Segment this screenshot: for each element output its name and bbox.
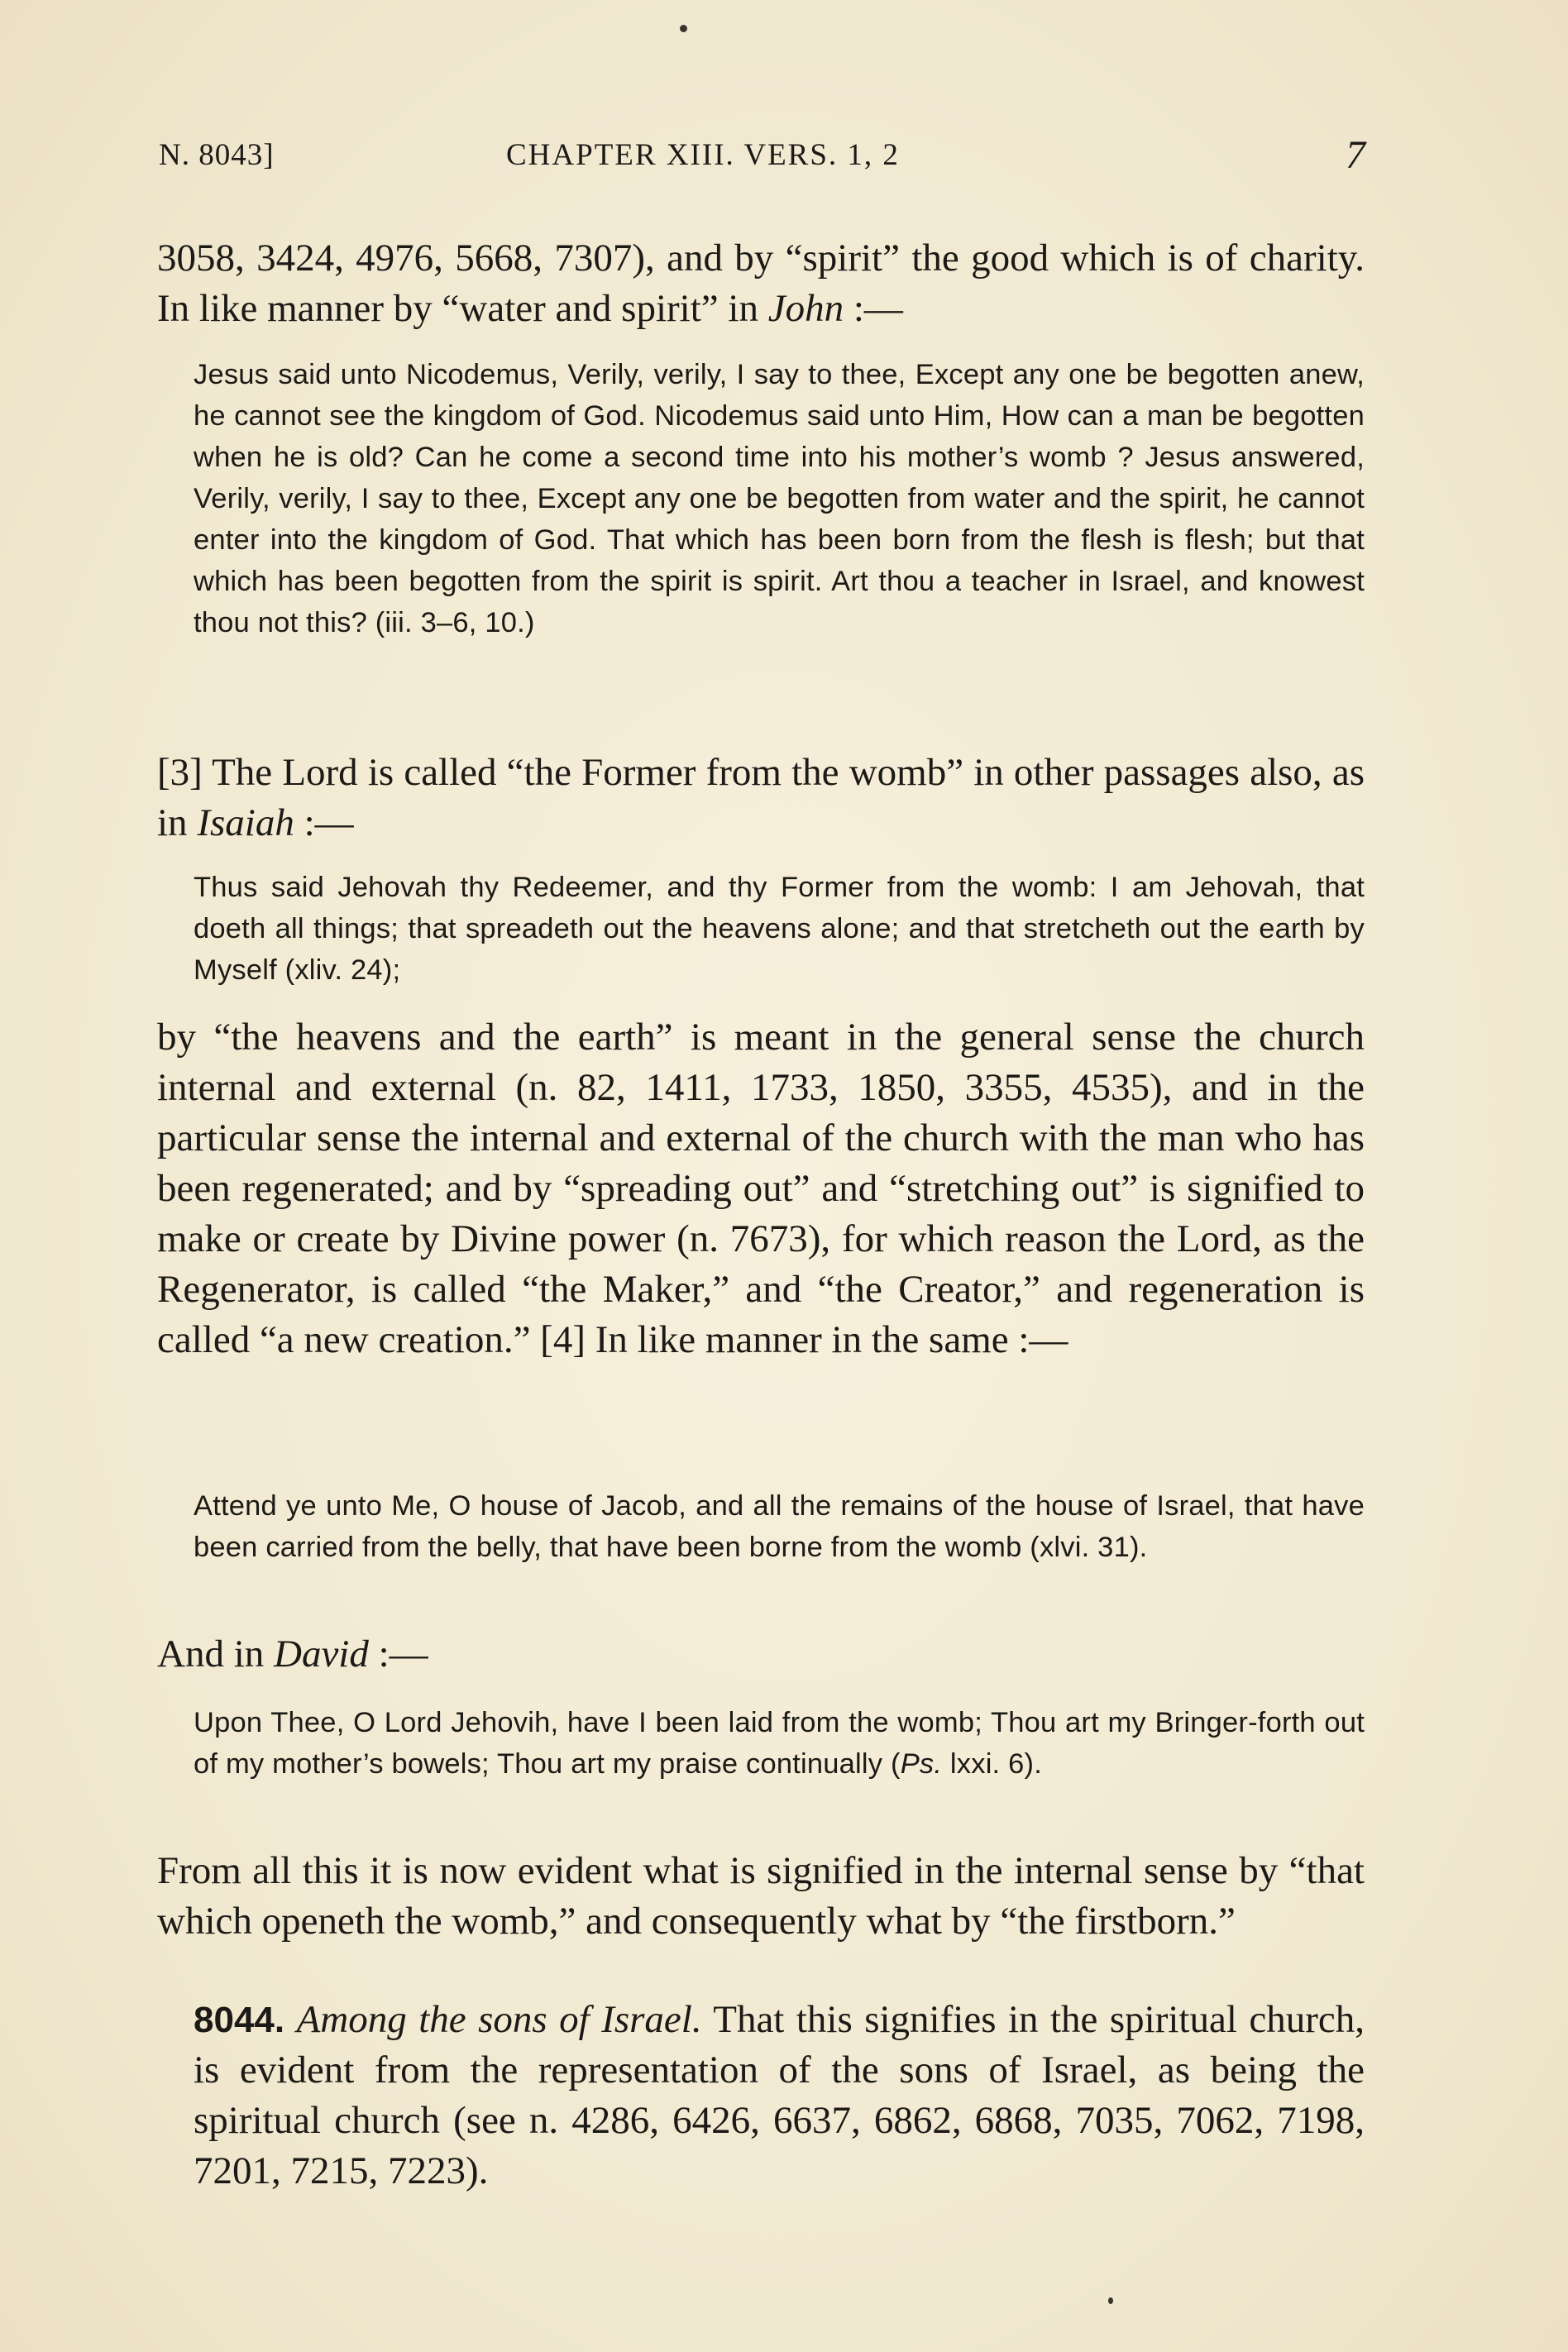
paragraph-2: [3] The Lord is called “the Former from the womb” in other passages also, as in Isaiah :— (157, 751, 1365, 844)
quotation-isaiah: Thus said Jehovah thy Redeemer, and thy Former from the womb: I am Jehovah, that doeth all things; that spreadeth out the heavens alone; and that stretcheth out the earth by Myself (xliv. 24); (194, 872, 1365, 986)
quotation-isaiah-2: Attend ye unto Me, O house of Jacob, and all the remains of the house of Israel, that have been carried from the belly, that have been borne from the womb (xlvi. 31). (194, 1490, 1365, 1563)
quotation-john: Jesus said unto Nicodemus, Verily, verily, I say to thee, Except any one be begotten anew, he cannot see the kingdom of God. Nicodemus said unto Him, How can a man be begotten when he is old? Can he come a second time into his mother’s womb ? Jesus answered, Verily, verily, I say to thee, Except any one be begotten from water and the spirit, he cannot enter into the kingdom of God. That which has been born from the flesh is flesh; but that which has been begotten from the spirit is spirit. Art thou a teacher in Israel, and knowest thou not this? (iii. 3–6, 10.) (194, 359, 1365, 638)
paragraph-4: And in David :— (157, 1633, 428, 1676)
paragraph-5: From all this it is now evident what is signified in the internal sense by “that which openeth the womb,” and consequently what by “the firstborn.” (157, 1849, 1365, 1943)
page-number: 7 (1346, 133, 1366, 177)
section-number: 8044. (194, 2000, 285, 2040)
print-mark (1108, 2297, 1113, 2304)
paragraph-3: by “the heavens and the earth” is meant in the general sense the church internal and external (n. 82, 1411, 1733, 1850, 3355, 4535), and in the particular sense the internal and external of the church with the man who has been regenerated; and by “spreading out” and “stretching out” is signified to make or create by Divine power (n. 7673), for which reason the Lord, as the Regenerator, is called “the Maker,” and “the Creator,” and regeneration is called “a new creation.” [4] In like manner in the same :— (157, 1016, 1365, 1361)
paragraph-1: 3058, 3424, 4976, 5668, 7307), and by “spirit” the good which is of charity. In like manner by “water and spirit” in John :— (157, 237, 1365, 330)
chapter-heading: CHAPTER XIII. VERS. 1, 2 (506, 138, 900, 172)
running-head (159, 132, 1366, 182)
section-title: Among the sons of Israel. (296, 1998, 702, 2041)
quotation-psalms: Upon Thee, O Lord Jehovih, have I been laid from the womb; Thou art my Bringer-forth out of my mother’s bowels; Thou art my praise continually (Ps. lxxi. 6). (194, 1707, 1365, 1780)
print-mark (680, 25, 687, 32)
section-reference: N. 8043] (159, 138, 275, 172)
book-reference-david: David (274, 1633, 369, 1676)
book-reference-psalms: Ps. (900, 1748, 943, 1780)
book-reference-john: John (767, 287, 844, 330)
book-reference-isaiah: Isaiah (197, 801, 294, 844)
paragraph-8044: 8044. Among the sons of Israel. That this signifies in the spiritual church, is evident from the representation of the sons of Israel, as being the spiritual church (see n. 4286, 6426, 6637, 6862, 6868, 7035, 7062, 7198, 7201, 7215, 7223). (194, 1998, 1365, 2192)
